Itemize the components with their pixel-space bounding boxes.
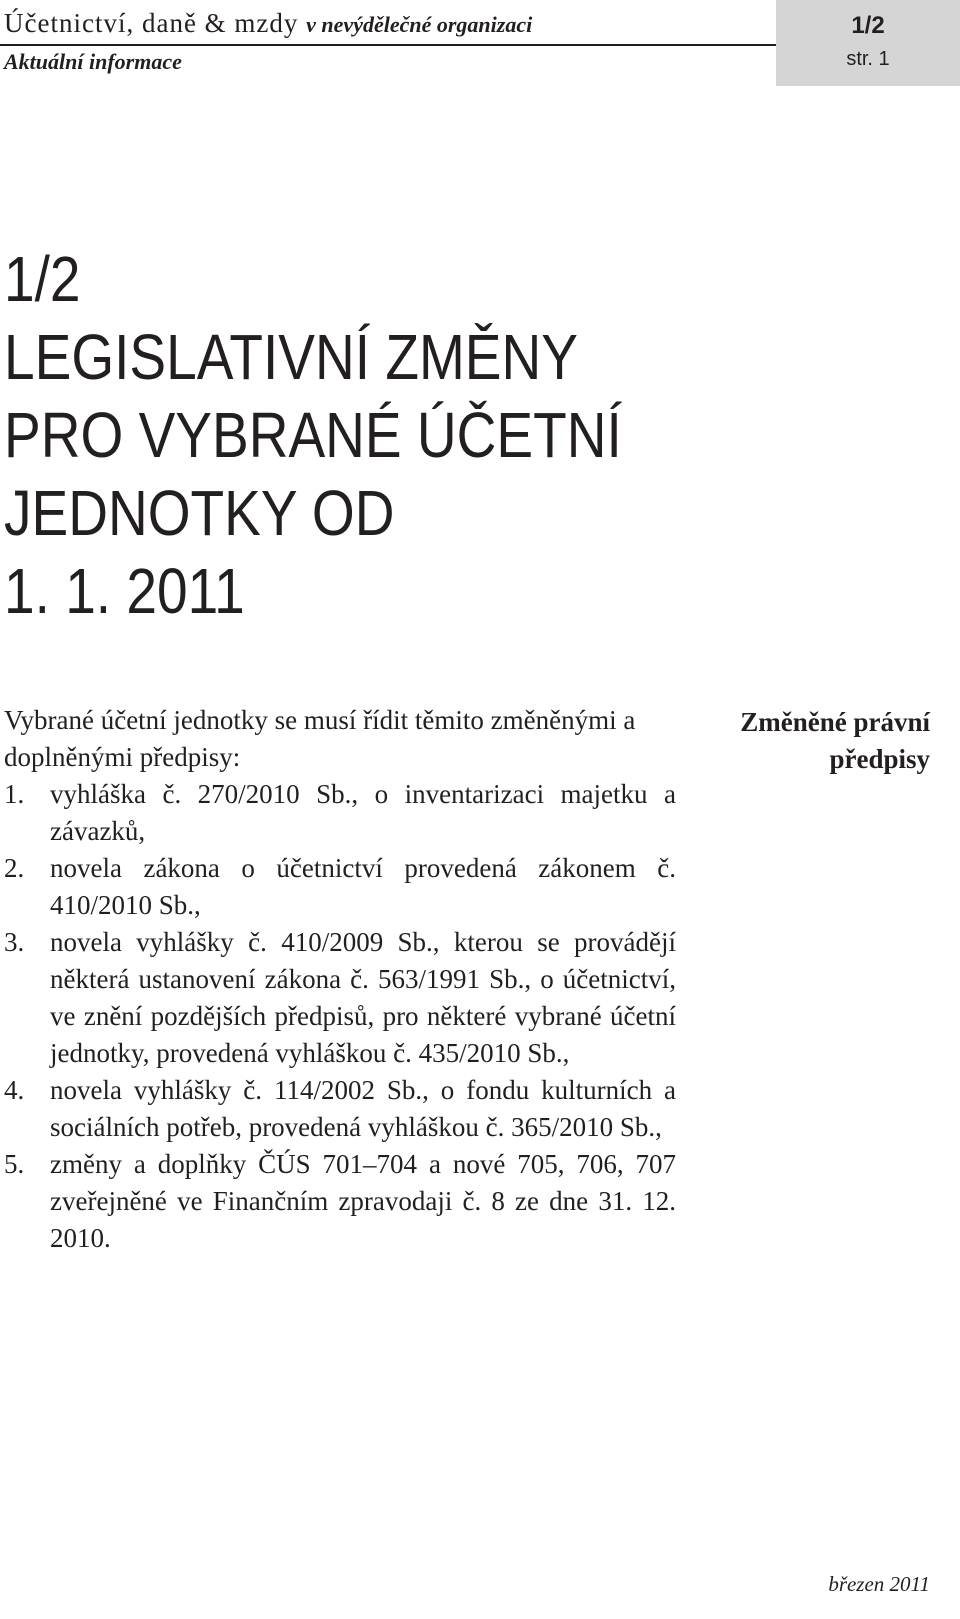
- regulation-list: [4, 776, 676, 1257]
- list-number: 2.: [4, 853, 25, 883]
- list-number: 3.: [4, 927, 25, 957]
- list-item: [4, 1072, 676, 1146]
- list-number: 4.: [4, 1075, 25, 1105]
- article-body: [4, 702, 676, 1257]
- title-line: LEGISLATIVNÍ ZMĚNY: [4, 321, 578, 393]
- title-line: JEDNOTKY OD: [4, 477, 395, 549]
- section-label: Aktuální informace: [4, 49, 182, 74]
- list-text: novela zákona o účetnictví provedená zákonem č. 410/2010 Sb.,: [50, 853, 676, 920]
- list-text: změny a doplňky ČÚS 701–704 a nové 705, 706, 707 zveřejněné ve Finančním zpravodaji č. 8 ze dne 31. 12. 2010.: [50, 1149, 676, 1253]
- header-rule: [0, 44, 776, 46]
- title-line: PRO VYBRANÉ ÚČETNÍ: [4, 399, 622, 471]
- series-subtitle: v nevýdělečné organizaci: [306, 12, 533, 37]
- list-text: novela vyhlášky č. 114/2002 Sb., o fondu kulturních a sociálních potřeb, provedená vyhláškou č. 365/2010 Sb.,: [50, 1075, 676, 1142]
- margin-note: Změněné právní předpisy: [740, 707, 930, 774]
- list-number: 1.: [4, 779, 25, 809]
- list-text: vyhláška č. 270/2010 Sb., o inventarizaci majetku a závazků,: [50, 779, 676, 846]
- list-item: [4, 850, 676, 924]
- section-code-box: [776, 0, 960, 86]
- list-item: [4, 924, 676, 1072]
- issue-date: březen 2011: [828, 1572, 930, 1596]
- list-item: [4, 776, 676, 850]
- series-title: [4, 8, 532, 39]
- article-title: [4, 240, 622, 630]
- series-name: Účetnictví, daně & mzdy: [4, 8, 299, 38]
- list-number: 5.: [4, 1149, 25, 1179]
- page-number: str. 1: [846, 48, 890, 70]
- list-text: novela vyhlášky č. 410/2009 Sb., kterou se provádějí některá ustanovení zákona č. 563/1991 Sb., o účetnictví, ve znění pozdějších předpisů, pro některé vybrané účetní jednotky, provedená vyhláškou č. 435/2010 Sb.,: [50, 927, 676, 1068]
- section-code: 1/2: [851, 12, 885, 39]
- list-item: [4, 1146, 676, 1257]
- title-line: 1/2: [4, 243, 81, 315]
- title-line: 1. 1. 2011: [4, 555, 245, 627]
- intro-paragraph: Vybrané účetní jednotky se musí řídit těmito změněnými a doplněnými předpisy:: [4, 705, 636, 772]
